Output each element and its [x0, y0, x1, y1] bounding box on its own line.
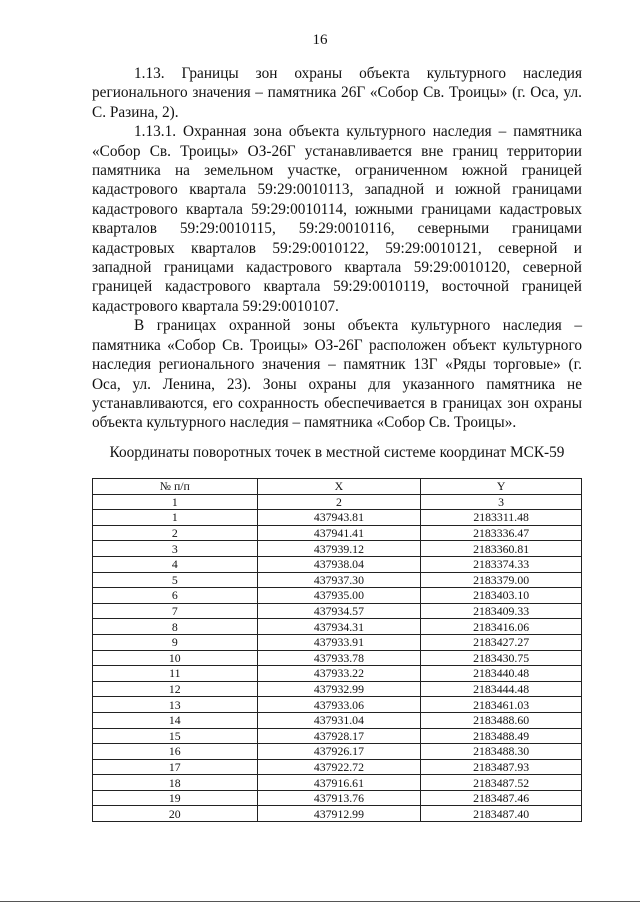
- table-row: [93, 681, 582, 697]
- x-coordinate-cell: 437926.17: [257, 744, 421, 760]
- page-number: 16: [312, 32, 328, 48]
- y-coordinate-cell: 2183488.60: [421, 712, 582, 728]
- y-coordinate-cell: 2183487.52: [421, 775, 582, 791]
- x-coordinate-cell: 437933.91: [257, 634, 421, 650]
- x-coordinate-cell: 437939.12: [257, 541, 421, 557]
- table-row: [93, 572, 582, 588]
- x-coordinate-cell: 437934.31: [257, 619, 421, 635]
- x-coordinate-cell: 437933.78: [257, 650, 421, 666]
- point-number-cell: 16: [93, 744, 258, 760]
- coordinates-table: [92, 478, 582, 822]
- point-number-cell: 1: [93, 510, 258, 526]
- y-coordinate-cell: 2183440.48: [421, 666, 582, 682]
- point-number-cell: 12: [93, 681, 258, 697]
- y-coordinate-cell: 2183360.81: [421, 541, 582, 557]
- point-number-cell: 17: [93, 759, 258, 775]
- table-row: [93, 666, 582, 682]
- x-coordinate-cell: 437941.41: [257, 525, 421, 541]
- point-number-cell: 11: [93, 666, 258, 682]
- point-number-cell: 13: [93, 697, 258, 713]
- x-coordinate-cell: 437933.22: [257, 666, 421, 682]
- y-coordinate-cell: 2183461.03: [421, 697, 582, 713]
- table-row: [93, 541, 582, 557]
- x-coordinate-cell: 437928.17: [257, 728, 421, 744]
- point-number-cell: 14: [93, 712, 258, 728]
- y-coordinate-cell: 2183409.33: [421, 603, 582, 619]
- paragraph-1-13: 1.13. Границы зон охраны объекта культурного наследия регионального значения – памятника 26Г «Собор Св. Троицы» (г. Оса, ул. С. Разина, 2).: [92, 65, 582, 121]
- table-row: [93, 806, 582, 822]
- y-coordinate-cell: 2183488.30: [421, 744, 582, 760]
- table-row: [93, 650, 582, 666]
- table-row: [93, 556, 582, 572]
- y-coordinate-cell: 2183487.46: [421, 790, 582, 806]
- table-row: [93, 759, 582, 775]
- table-body: [93, 510, 582, 822]
- table-row: [93, 588, 582, 604]
- point-number-cell: 6: [93, 588, 258, 604]
- y-coordinate-cell: 2183336.47: [421, 525, 582, 541]
- x-coordinate-cell: 437916.61: [257, 775, 421, 791]
- table-row: [93, 728, 582, 744]
- header-x: X: [257, 479, 421, 495]
- paragraph-1-13-1: 1.13.1. Охранная зона объекта культурного наследия – памятника «Собор Св. Троицы» ОЗ-26Г устанавливается вне границ территории памятника на земельном участке, ограниченном южной границей кадастрового квартала 59:29:0010113, западной и южной границами кадастрового квартала 59:29:0010114, южными границами кадастровых кварталов 59:29:0010115, 59:29:0010116, северными границами кадастровых кварталов 59:29:0010122, 59:29:0010121, северной и западной границами кадастрового квартала 59:29:0010120, северной границей кадастрового квартала 59:29:0010119, восточной границей кадастрового квартала 59:29:0010107.: [92, 123, 582, 315]
- point-number-cell: 9: [93, 634, 258, 650]
- y-coordinate-cell: 2183488.49: [421, 728, 582, 744]
- point-number-cell: 3: [93, 541, 258, 557]
- x-coordinate-cell: 437943.81: [257, 510, 421, 526]
- y-coordinate-cell: 2183487.93: [421, 759, 582, 775]
- y-coordinate-cell: 2183487.40: [421, 806, 582, 822]
- y-coordinate-cell: 2183374.33: [421, 556, 582, 572]
- y-coordinate-cell: 2183311.48: [421, 510, 582, 526]
- x-coordinate-cell: 437912.99: [257, 806, 421, 822]
- table-row: [93, 525, 582, 541]
- table-column-number-row: [93, 494, 582, 510]
- header-number: № п/п: [93, 479, 258, 495]
- table-header-row: [93, 479, 582, 495]
- y-coordinate-cell: 2183403.10: [421, 588, 582, 604]
- x-coordinate-cell: 437913.76: [257, 790, 421, 806]
- x-coordinate-cell: 437938.04: [257, 556, 421, 572]
- point-number-cell: 18: [93, 775, 258, 791]
- point-number-cell: 20: [93, 806, 258, 822]
- document-body: [92, 64, 582, 433]
- column-number: 1: [93, 494, 258, 510]
- x-coordinate-cell: 437935.00: [257, 588, 421, 604]
- x-coordinate-cell: 437937.30: [257, 572, 421, 588]
- x-coordinate-cell: 437922.72: [257, 759, 421, 775]
- y-coordinate-cell: 2183430.75: [421, 650, 582, 666]
- point-number-cell: 15: [93, 728, 258, 744]
- point-number-cell: 2: [93, 525, 258, 541]
- table-row: [93, 790, 582, 806]
- point-number-cell: 10: [93, 650, 258, 666]
- point-number-cell: 5: [93, 572, 258, 588]
- x-coordinate-cell: 437933.06: [257, 697, 421, 713]
- column-number: 2: [257, 494, 421, 510]
- table-row: [93, 603, 582, 619]
- y-coordinate-cell: 2183416.06: [421, 619, 582, 635]
- table-row: [93, 619, 582, 635]
- point-number-cell: 19: [93, 790, 258, 806]
- point-number-cell: 7: [93, 603, 258, 619]
- y-coordinate-cell: 2183379.00: [421, 572, 582, 588]
- x-coordinate-cell: 437932.99: [257, 681, 421, 697]
- y-coordinate-cell: 2183444.48: [421, 681, 582, 697]
- table-row: [93, 712, 582, 728]
- page-bottom-edge: [0, 901, 640, 902]
- table-row: [93, 510, 582, 526]
- table-row: [93, 744, 582, 760]
- column-number: 3: [421, 494, 582, 510]
- table-row: [93, 775, 582, 791]
- table-caption: Координаты поворотных точек в местной системе координат МСК-59: [109, 444, 565, 461]
- x-coordinate-cell: 437931.04: [257, 712, 421, 728]
- point-number-cell: 8: [93, 619, 258, 635]
- y-coordinate-cell: 2183427.27: [421, 634, 582, 650]
- table-row: [93, 697, 582, 713]
- x-coordinate-cell: 437934.57: [257, 603, 421, 619]
- table-row: [93, 634, 582, 650]
- point-number-cell: 4: [93, 556, 258, 572]
- header-y: Y: [421, 479, 582, 495]
- paragraph-protected-zone-note: В границах охранной зоны объекта культурного наследия – памятника «Собор Св. Троицы» ОЗ-26Г расположен объект культурного наследия регионального значения – памятник 13Г «Ряды торговые» (г. Оса, ул. Ленина, 23). Зоны охраны для указанного памятника не устанавливаются, его сохранность обеспечивается в границах зон охраны объекта культурного наследия – памятника «Собор Св. Троицы».: [92, 317, 582, 432]
